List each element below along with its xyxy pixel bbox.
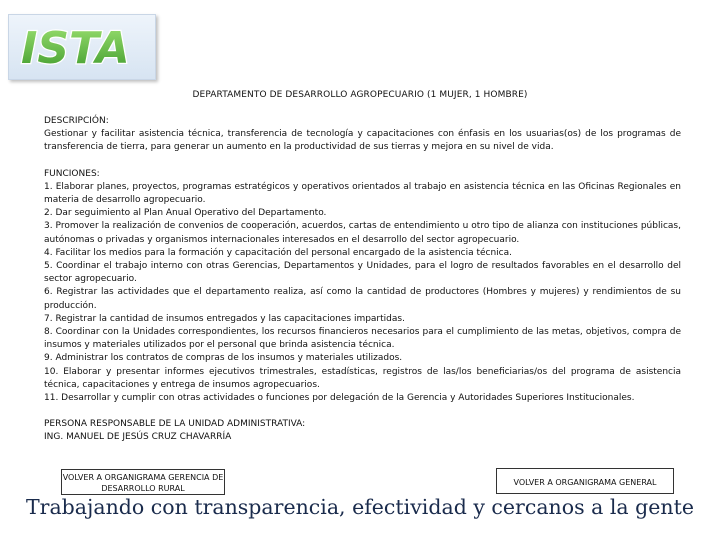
description-label: DESCRIPCIÓN: bbox=[44, 116, 109, 126]
functions-label: FUNCIONES: bbox=[44, 168, 100, 179]
content-area bbox=[44, 115, 681, 445]
function-item: 11. Desarrollar y cumplir con otras actividades o funciones por delegación de la Gerencia y Autoridades Superiores Institucionales. bbox=[44, 393, 635, 404]
ista-logo bbox=[8, 14, 156, 80]
ista-logo-mark bbox=[17, 23, 147, 69]
description-text: Gestionar y facilitar asistencia técnica, transferencia de tecnología y capacitaciones con énfasis en los usuarias(os) de los programas de transferencia de tierra, para generar un aumento en la productividad de sus tierras y mejora en su nivel de vida. bbox=[44, 129, 681, 153]
function-item: 9. Administrar los contratos de compras de los insumos y materiales utilizados. bbox=[44, 353, 403, 364]
footer-slogan: Trabajando con transparencia, efectividad y cercanos a la gente bbox=[25, 495, 694, 519]
page-title: DEPARTAMENTO DE DESARROLLO AGROPECUARIO (1 MUJER, 1 HOMBRE) bbox=[192, 90, 528, 100]
function-item: 5. Coordinar el trabajo interno con otras Gerencias, Departamentos y Unidades, para el logro de resultados favorables en el desarrollo del sector agropecuario. bbox=[44, 261, 681, 285]
function-item: 2. Dar seguimiento al Plan Anual Operativo del Departamento. bbox=[44, 208, 327, 219]
function-item: 7. Registrar la cantidad de insumos entregados y las capacitaciones impartidas. bbox=[44, 313, 405, 324]
function-item: 1. Elaborar planes, proyectos, programas estratégicos y operativos orientados al trabajo en asistencia técnica en las Oficinas Regionales en materia de desarrollo agropecuario. bbox=[44, 181, 681, 206]
responsible-label: PERSONA RESPONSABLE DE LA UNIDAD ADMINISTRATIVA: bbox=[44, 419, 306, 430]
svg-text:ISTA: ISTA bbox=[21, 23, 130, 69]
function-item: 10. Elaborar y presentar informes ejecutivos trimestrales, estadísticas, registros de las/los beneficiarias/os del programa de asistencia técnica, capacitaciones y entrega de insumos agropecuarios. bbox=[44, 366, 681, 390]
function-item: 4. Facilitar los medios para la formación y capacitación del personal encargado de la asistencia técnica. bbox=[44, 247, 512, 258]
responsible-name: ING. MANUEL DE JESÚS CRUZ CHAVARRÍA bbox=[44, 432, 232, 443]
function-item: 6. Registrar las actividades que el departamento realiza, así como la cantidad de productores (Hombres y mujeres) y rendimientos de su producción. bbox=[44, 287, 681, 311]
back-to-rural-development-org-chart-button[interactable]: VOLVER A ORGANIGRAMA GERENCIA DE DESARROLLO RURAL bbox=[61, 469, 225, 495]
function-item: 8. Coordinar con la Unidades correspondientes, los recursos financieros necesarios para el cumplimiento de las metas, objetivos, compra de insumos y materiales utilizados por el personal que brinda asistencia técnica. bbox=[44, 327, 681, 351]
function-item: 3. Promover la realización de convenios de cooperación, acuerdos, cartas de entendimiento u otro tipo de alianza con instituciones públicas, autónomas o privadas y organismos internacionales interesados en el desarrollo del sector agropecuario. bbox=[44, 221, 681, 245]
back-to-general-org-chart-button[interactable]: VOLVER A ORGANIGRAMA GENERAL bbox=[496, 468, 674, 494]
